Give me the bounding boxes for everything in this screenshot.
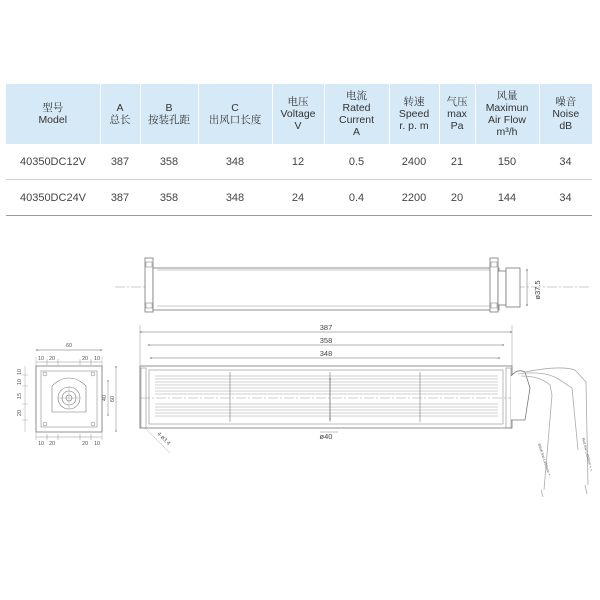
header-b: B 按装孔距	[140, 84, 198, 144]
dim-end-height-outer: 60	[110, 395, 116, 403]
cell-airflow: 150	[475, 144, 539, 180]
dim-end-width: 60	[65, 343, 73, 349]
header-speed: 转速 Speed r. p. m	[389, 84, 439, 144]
dim-motor-diameter: ø37.5	[533, 280, 542, 300]
dim-end-bottom-2: 20	[48, 441, 56, 447]
table-header-row	[6, 84, 592, 144]
dim-end-left-1: 10	[17, 368, 23, 376]
top-view	[115, 258, 590, 312]
cell-c: 348	[198, 180, 272, 216]
wire-black-label: Black line L400mm + -	[537, 443, 552, 479]
cell-model: 40350DC12V	[6, 144, 100, 180]
dim-end-top-4: 10	[93, 356, 101, 362]
dim-mount-holes: 4-ø3.4	[155, 431, 172, 447]
dim-end-bottom-3: 20	[81, 441, 89, 447]
cell-noise: 34	[539, 180, 592, 216]
cell-airflow: 144	[475, 180, 539, 216]
cell-speed: 2400	[389, 144, 439, 180]
cell-speed: 2200	[389, 180, 439, 216]
header-c: C 出风口长度	[198, 84, 272, 144]
cell-pressure: 21	[439, 144, 475, 180]
header-airflow: 风量 Maximun Air Flow m³/h	[475, 84, 539, 144]
table-row	[6, 144, 592, 180]
dim-end-top-3: 20	[81, 356, 89, 362]
cell-b: 358	[140, 180, 198, 216]
cell-a: 387	[100, 144, 140, 180]
cell-voltage: 24	[272, 180, 324, 216]
dim-hole-spacing: 358	[319, 336, 333, 345]
cell-current: 0.4	[324, 180, 389, 216]
header-noise: 噪音 Noise dB	[539, 84, 592, 144]
wire-red-label: Red line L400mm + +	[581, 437, 594, 472]
cell-a: 387	[100, 180, 140, 216]
dim-end-left-4: 20	[17, 409, 23, 417]
dim-end-bottom-1: 10	[37, 441, 45, 447]
cell-c: 348	[198, 144, 272, 180]
cell-voltage: 12	[272, 144, 324, 180]
cell-model: 40350DC24V	[6, 180, 100, 216]
spec-table	[6, 84, 592, 216]
dim-end-bottom-4: 10	[93, 441, 101, 447]
dim-rotor-diameter: ø40	[319, 432, 333, 441]
dim-total-length: 387	[319, 323, 333, 332]
dim-end-left-3: 15	[17, 392, 23, 400]
cell-b: 358	[140, 144, 198, 180]
header-model: 型号 Model	[6, 84, 100, 144]
header-current: 电流 Rated Current A	[324, 84, 389, 144]
dim-end-left-2: 10	[17, 378, 23, 386]
front-view	[140, 325, 588, 497]
cell-noise: 34	[539, 144, 592, 180]
technical-drawing	[0, 240, 600, 520]
dim-outlet-length: 348	[319, 349, 333, 358]
header-pressure: 气压 max Pa	[439, 84, 475, 144]
dim-end-top-1: 10	[37, 356, 45, 362]
table-row	[6, 180, 592, 216]
header-a: A 总长	[100, 84, 140, 144]
dim-end-top-2: 20	[48, 356, 56, 362]
header-voltage: 电压 Voltage V	[272, 84, 324, 144]
cell-pressure: 20	[439, 180, 475, 216]
cell-current: 0.5	[324, 144, 389, 180]
dim-end-height-inner: 40	[102, 394, 108, 402]
